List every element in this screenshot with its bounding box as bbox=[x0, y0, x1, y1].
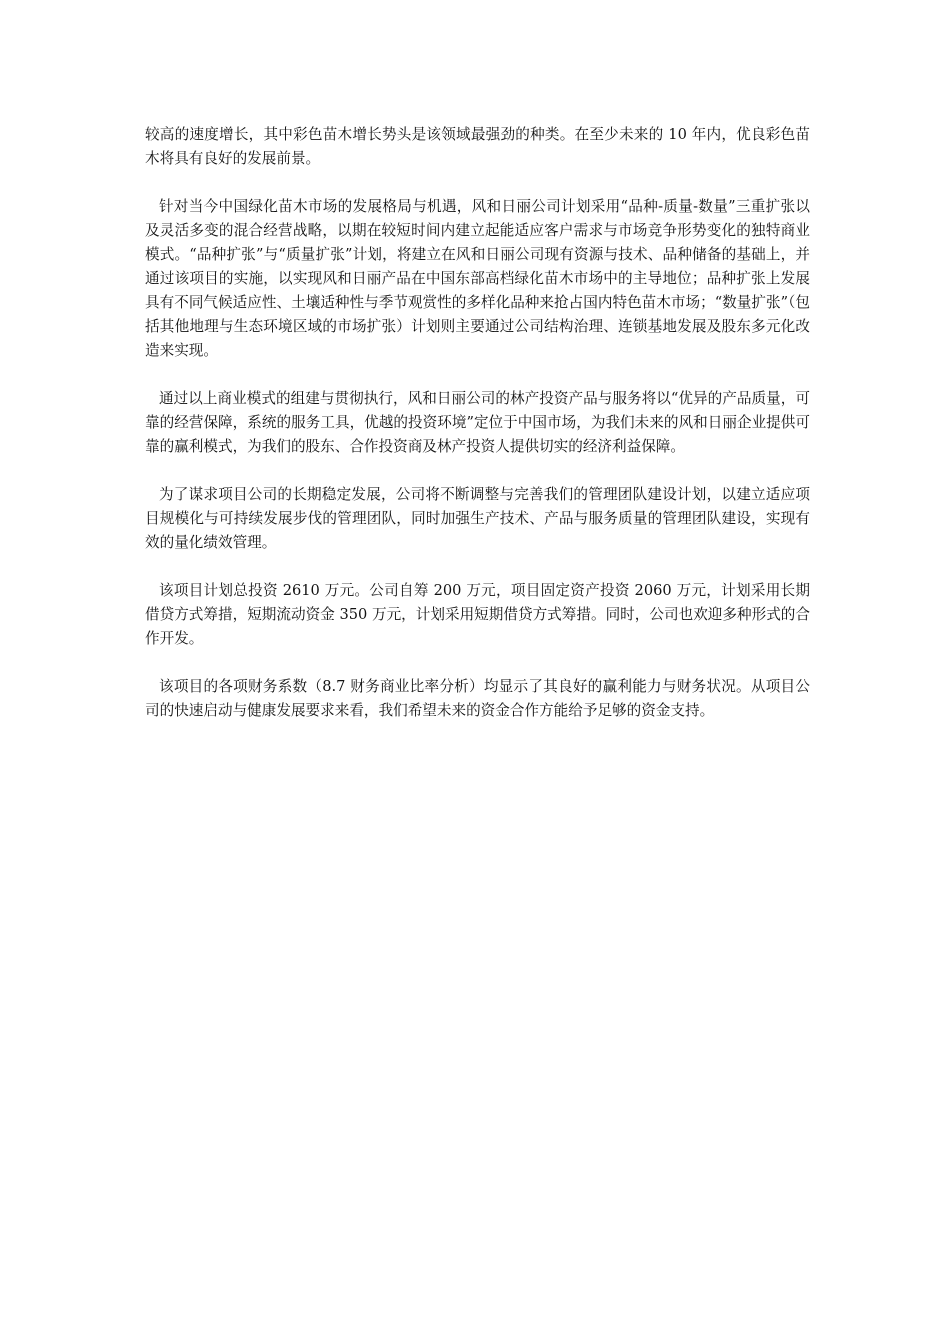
paragraph-investment: 该项目计划总投资 2610 万元。公司自筹 200 万元，项目固定资产投资 2060 万元，计划采用长期借贷方式筹措，短期流动资金 350 万元，计划采用短期借贷方式筹措。同时，公司也欢迎多种形式的合作开发。 bbox=[145, 582, 810, 647]
paragraph-business-model: 针对当今中国绿化苗木市场的发展格局与机遇，风和日丽公司计划采用“品种-质量-数量”三重扩张以及灵活多变的混合经营战略，以期在较短时间内建立起能适应客户需求与市场竞争形势变化的独特商业模式。“品种扩张”与“质量扩张”计划，将建立在风和日丽公司现有资源与技术、品种储备的基础上，并通过该项目的实施，以实现风和日丽产品在中国东部高档绿化苗木市场中的主导地位；品种扩张上发展具有不同气候适应性、土壤适种性与季节观赏性的多样化品种来抢占国内特色苗木市场；“数量扩张”（包括其他地理与生态环境区域的市场扩张）计划则主要通过公司结构治理、连锁基地发展及股东多元化改造来实现。 bbox=[145, 198, 810, 359]
paragraph-continuation: 较高的速度增长，其中彩色苗木增长势头是该领域最强劲的种类。在至少未来的 10 年内，优良彩色苗木将具有良好的发展前景。 bbox=[145, 126, 810, 167]
paragraph-management-team: 为了谋求项目公司的长期稳定发展，公司将不断调整与完善我们的管理团队建设计划，以建立适应项目规模化与可持续发展步伐的管理团队，同时加强生产技术、产品与服务质量的管理团队建设，实现有效的量化绩效管理。 bbox=[145, 486, 810, 551]
paragraph-financial-ratios: 该项目的各项财务系数（8.7 财务商业比率分析）均显示了其良好的赢利能力与财务状况。从项目公司的快速启动与健康发展要求来看，我们希望未来的资金合作方能给予足够的资金支持。 bbox=[145, 678, 810, 719]
paragraph-positioning: 通过以上商业模式的组建与贯彻执行，风和日丽公司的林产投资产品与服务将以“优异的产品质量，可靠的经营保障，系统的服务工具，优越的投资环境”定位于中国市场，为我们未来的风和日丽企业提供可靠的赢利模式，为我们的股东、合作投资商及林产投资人提供切实的经济利益保障。 bbox=[145, 390, 810, 455]
document-body bbox=[145, 123, 810, 747]
